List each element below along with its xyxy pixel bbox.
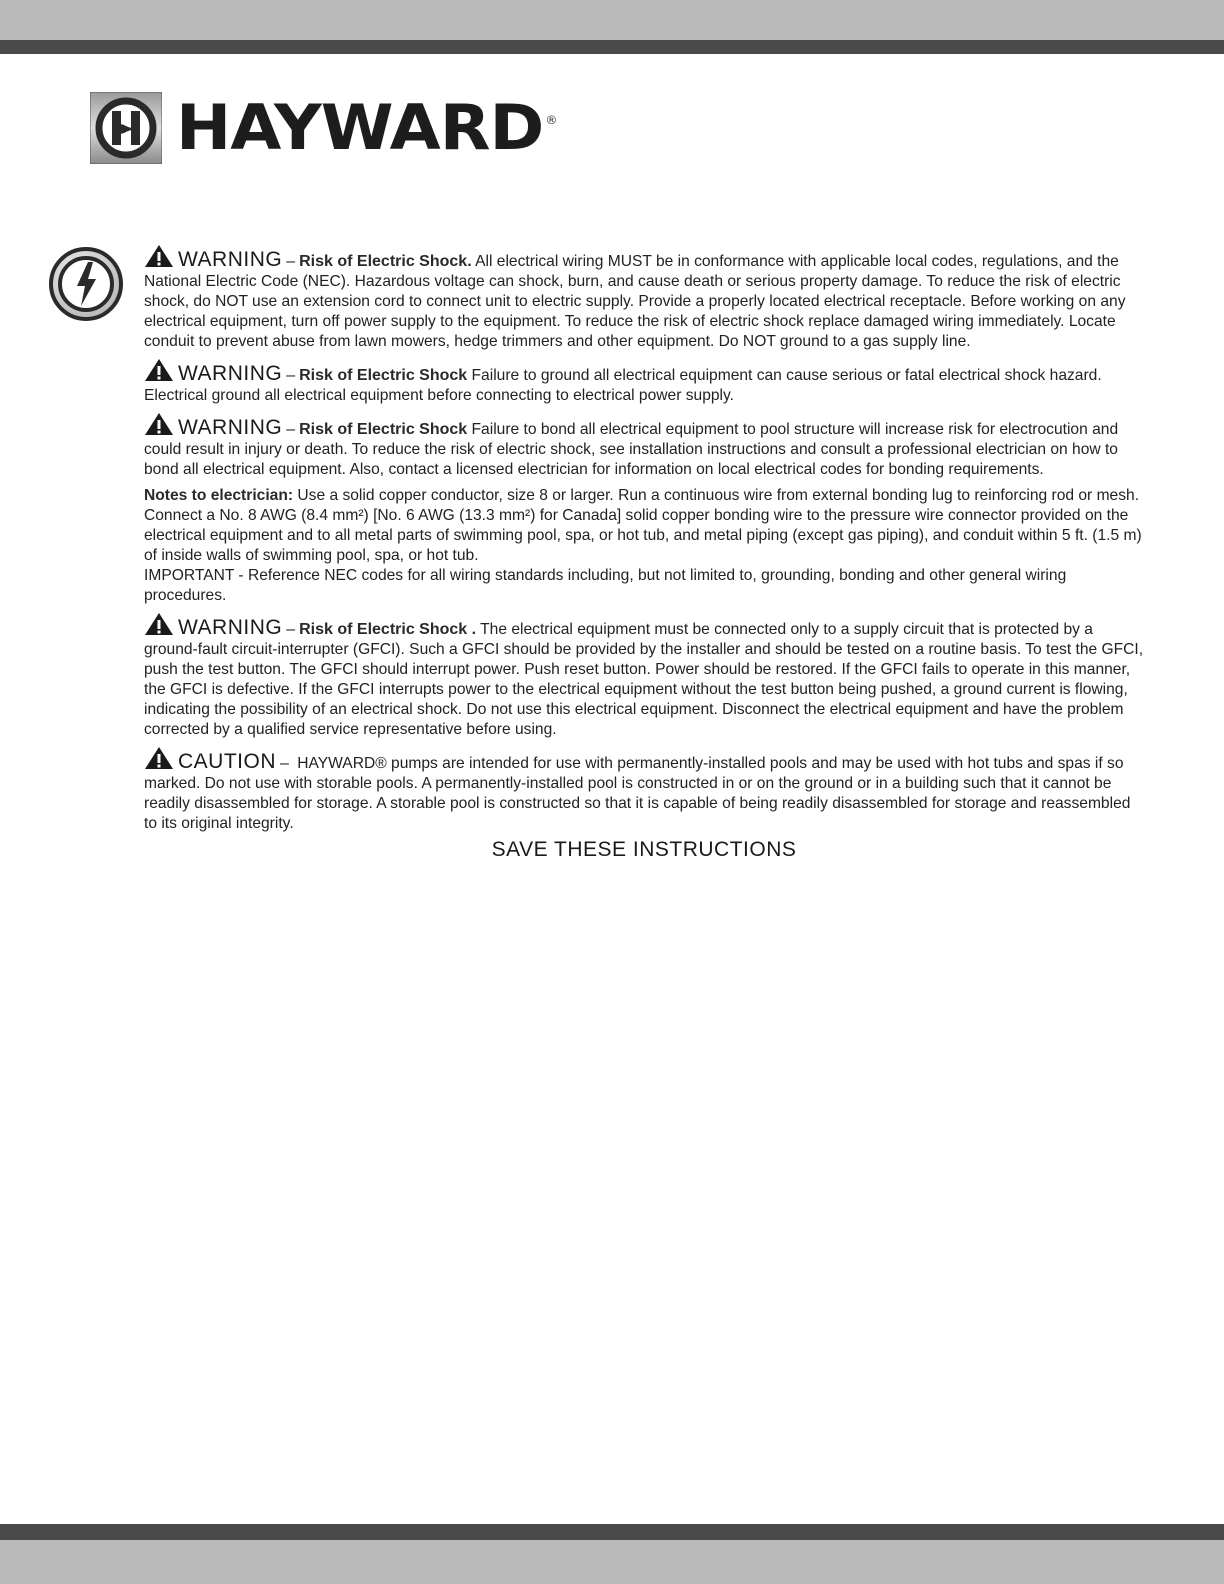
brand-name: HAYWARD ® xyxy=(176,90,557,165)
warning-text: Failure to ground all electrical equipment can cause serious or fatal electrical shock hazard. Electrical ground all electrical equipment before connecting to electrical power supply. xyxy=(144,367,1102,404)
electrician-notes xyxy=(144,486,1144,606)
save-instructions: SAVE THESE INSTRUCTIONS xyxy=(491,838,797,861)
electric-shock-icon xyxy=(48,246,124,322)
dash: – xyxy=(286,253,296,270)
brand-logo xyxy=(90,92,556,164)
top-band-light xyxy=(0,0,1224,40)
registered-mark: ® xyxy=(545,113,557,128)
risk-label: Risk of Electric Shock xyxy=(299,421,468,438)
bottom-band-light xyxy=(0,1540,1224,1584)
top-band-dark xyxy=(0,40,1224,54)
risk-label: Risk of Electric Shock . xyxy=(299,621,477,638)
notes-text: Use a solid copper conductor, size 8 or larger. Run a continuous wire from external bonding lug to reinforcing rod or mesh. Connect a No. 8 AWG (8.4 mm²) [No. 6 AWG (13.3 mm²) for Canada] solid copper bonding wire to the pressure wire connector provided on the electrical equipment and to all metal parts of swimming pool, spa, or hot tub, and metal piping (except gas piping), and conduit within 5 ft. (1.5 m) of inside walls of swimming pool, spa, or hot tub. xyxy=(144,487,1142,564)
important-note: IMPORTANT - Reference NEC codes for all wiring standards including, but not limited to, grounding, bonding and other general wiring procedures. xyxy=(144,567,1067,604)
signal-word: CAUTION xyxy=(178,750,276,773)
warning-triangle-icon xyxy=(144,244,174,268)
notes-label: Notes to electrician: xyxy=(144,487,294,504)
dash: – xyxy=(286,421,296,438)
gfci-warning-block xyxy=(144,612,1144,740)
caution-block xyxy=(144,746,1144,834)
caution-text: HAYWARD® pumps are intended for use with permanently-installed pools and may be used with hot tubs and spas if so marked. Do not use with storable pools. A permanently-installed pool is constructed in or on the ground or in a building such that it cannot be readily disassembled for storage. A storable pool is constructed so that it is capable of being readily disassembled for storage and reassembled to its original integrity. xyxy=(144,755,1131,832)
hayward-h-logo-icon xyxy=(90,92,162,164)
dash: – xyxy=(286,367,296,384)
warning-text: The electrical equipment must be connected only to a supply circuit that is protected by a ground-fault circuit-interrupter (GFCI). Such a GFCI should be provided by the installer and should be tested on a routine basis. To test the GFCI, push the test button. The GFCI should interrupt power. Push reset button. Power should be restored. If the GFCI fails to operate in this manner, the GFCI is defective. If the GFCI interrupts power to the electrical equipment without the test button being pushed, a ground current is flowing, indicating the possibility of an electrical shock. Do not use this electrical equipment. Disconnect the electrical equipment and have the problem corrected by a qualified service representative before using. xyxy=(144,621,1144,738)
risk-label: Risk of Electric Shock. xyxy=(299,253,472,270)
warning-triangle-icon xyxy=(144,612,174,636)
bottom-band-dark xyxy=(0,1524,1224,1540)
signal-word: WARNING xyxy=(178,362,283,385)
dash: – xyxy=(280,755,289,772)
warning-block-2 xyxy=(144,358,1144,406)
warning-block-1 xyxy=(144,244,1144,352)
signal-word: WARNING xyxy=(178,248,283,271)
signal-word: WARNING xyxy=(178,616,283,639)
signal-word: WARNING xyxy=(178,416,283,439)
risk-label: Risk of Electric Shock xyxy=(299,367,468,384)
safety-content xyxy=(144,244,1144,860)
warning-triangle-icon xyxy=(144,412,174,436)
warning-triangle-icon xyxy=(144,358,174,382)
warning-block-3 xyxy=(144,412,1144,480)
dash: – xyxy=(286,621,296,638)
warning-triangle-icon xyxy=(144,746,174,770)
warning-text: All electrical wiring MUST be in conformance with applicable local codes, regulations, and the National Electric Code (NEC). Hazardous voltage can shock, burn, and cause death or serious property damage. To reduce the risk of electric shock, do NOT use an extension cord to connect unit to electric supply. Provide a properly located electrical receptacle. Before working on any electrical equipment, turn off power supply to the equipment. To reduce the risk of electric shock replace damaged wiring immediately. Locate conduit to prevent abuse from lawn mowers, hedge trimmers and other equipment. Do NOT ground to a gas supply line. xyxy=(144,253,1126,350)
warning-text: Failure to bond all electrical equipment to pool structure will increase risk for electrocution and could result in injury or death. To reduce the risk of electric shock, see installation instructions and consult a professional electrician on how to bond all electrical equipment. Also, contact a licensed electrician for information on local electrical codes for bonding requirements. xyxy=(144,421,1119,478)
